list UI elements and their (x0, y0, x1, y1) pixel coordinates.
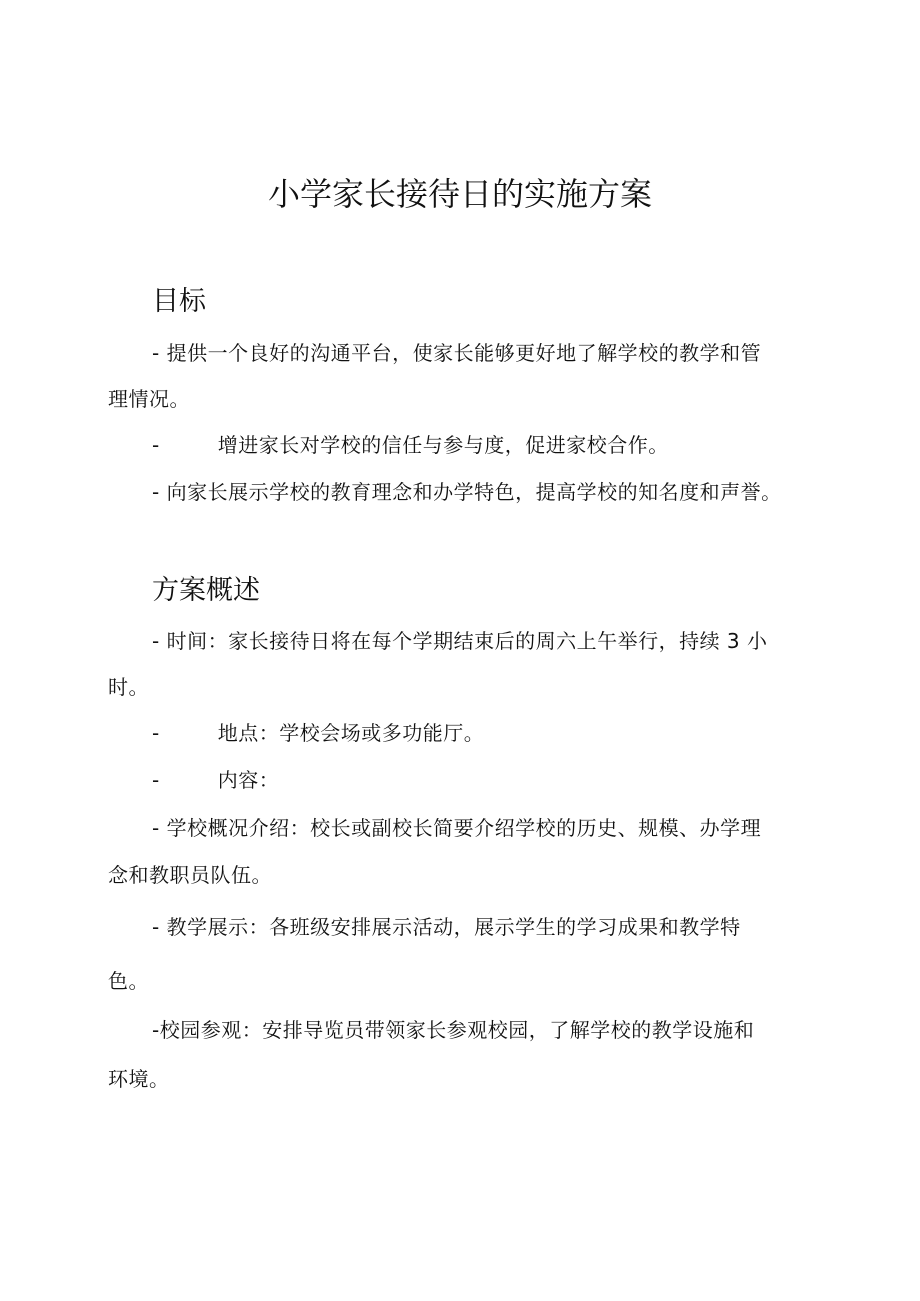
list-text: 增进家长对学校的信任与参与度，促进家校合作。 (217, 433, 669, 457)
section-heading-goals: 目标 (152, 286, 206, 317)
paragraph-line-indented (152, 718, 484, 748)
paragraph-line: 念和教职员队伍。 (108, 863, 272, 887)
paragraph-line: - 学校概况介绍：校长或副校长简要介绍学校的历史、规模、办学理 (152, 816, 762, 840)
paragraph-line: 理情况。 (108, 387, 190, 411)
paragraph-line: - 时间：家长接待日将在每个学期结束后的周六上午举行，持续 3 小 (152, 629, 768, 653)
paragraph-line-indented (152, 765, 279, 795)
paragraph-line: 环境。 (108, 1067, 170, 1091)
section-heading-overview: 方案概述 (152, 575, 260, 606)
paragraph-line: 色。 (108, 969, 149, 993)
paragraph-line: - 向家长展示学校的教育理念和办学特色，提高学校的知名度和声誉。 (152, 480, 782, 504)
list-dash: - (152, 433, 160, 457)
list-text: 内容： (217, 768, 280, 792)
document-title: 小学家长接待日的实施方案 (267, 175, 652, 213)
list-text: 地点：学校会场或多功能厅。 (217, 721, 485, 745)
list-dash: - (152, 768, 160, 792)
list-dash: - (152, 721, 160, 745)
paragraph-line: - 教学展示：各班级安排展示活动，展示学生的学习成果和教学特 (152, 915, 741, 939)
paragraph-line: - 提供一个良好的沟通平台，使家长能够更好地了解学校的教学和管 (152, 341, 762, 365)
paragraph-line: 时。 (108, 675, 149, 699)
paragraph-line-indented (152, 430, 669, 460)
paragraph-line: -校园参观：安排导览员带领家长参观校园，了解学校的教学设施和 (152, 1018, 755, 1042)
